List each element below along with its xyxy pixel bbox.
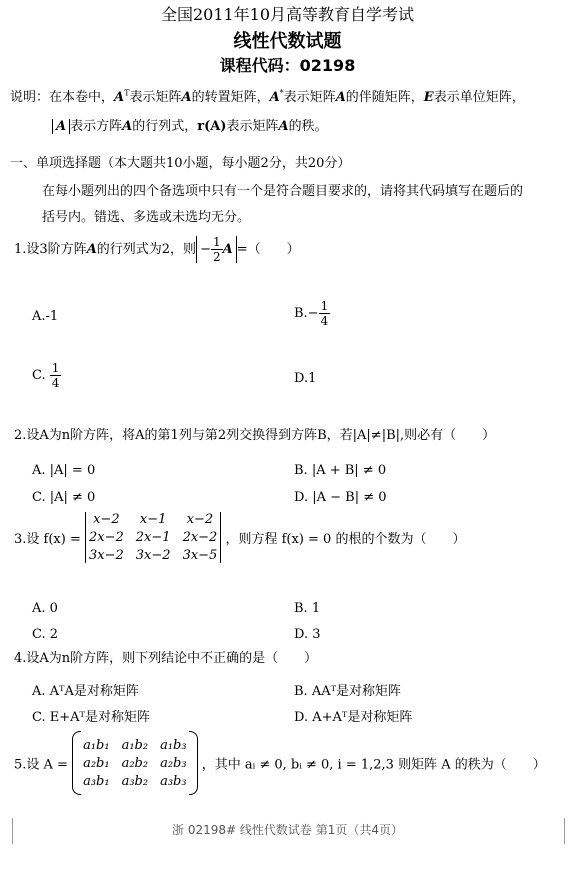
q3-option-a: A. 0	[32, 601, 58, 616]
instruction-line-2: 括号内。错选、多选或未选均无分。	[42, 210, 251, 225]
question-2: 2.设A为n阶方阵，将A的第1列与第2列交换得到方阵B，若|A|≠|B|,则必有（ ）	[14, 428, 496, 443]
page-footer: 浙 02198# 线性代数试卷 第1页（共4页）	[172, 823, 403, 837]
matrix-cell: 2x−1	[135, 530, 171, 545]
q3-option-c: C. 2	[32, 627, 59, 642]
matrix-cell: a₂b₂	[121, 755, 149, 771]
matrix-cell: 2x−2	[182, 530, 218, 545]
matrix-cell: x−1	[139, 512, 167, 527]
matrix-cell: a₂b₃	[160, 755, 187, 771]
q2-option-d: D. |A − B| ≠ 0	[294, 490, 387, 505]
matrix-cell: 3x−2	[135, 548, 171, 563]
note-line-2: A 表示方阵A的行列式，r(A)表示矩阵A的秩。	[52, 115, 328, 134]
matrix-cell: x−2	[93, 512, 120, 527]
matrix-cell: 3x−5	[182, 548, 218, 563]
q2-option-a: A. |A| = 0	[32, 463, 96, 478]
matrix-cell: 3x−2	[89, 548, 124, 563]
q4-option-b: B. AAᵀ是对称矩阵	[294, 684, 402, 699]
matrix-cell: a₃b₂	[121, 773, 149, 789]
matrix-cell: a₃b₁	[83, 773, 110, 789]
course-code: 课程代码：02198	[219, 56, 356, 75]
q1-option-b: B.− $\frac{1}{4}$	[294, 299, 329, 328]
q4-option-a: A. AᵀA是对称矩阵	[32, 684, 139, 699]
q3-option-d: D. 3	[294, 627, 321, 642]
q4-option-d: D. A+Aᵀ是对称矩阵	[294, 710, 413, 725]
question-3: 3.设 f(x) = x−2 x−1 x−2 2x−2 2x−1 2x−2 3x−2 3x−2 3x−5 ，则方程 f(x) = 0 的根的个数为（ ）	[14, 512, 466, 563]
q2-option-b: B. |A + B| ≠ 0	[294, 463, 387, 478]
question-4: 4.设A为n阶方阵，则下列结论中不正确的是（ ）	[14, 651, 318, 666]
q3-option-b: B. 1	[294, 601, 321, 616]
note-line-1: 说明：在本卷中，$A^T$表示矩阵A的转置矩阵，A*表示矩阵A的伴随矩阵，E表示单位矩阵，	[10, 88, 525, 105]
matrix-cell: a₂b₁	[83, 755, 110, 771]
q2-option-c: C. |A| ≠ 0	[32, 490, 96, 505]
section-heading: 一、单项选择题（本大题共10小题，每小题2分，共20分）	[10, 156, 351, 171]
q1-option-d: D.1	[294, 371, 317, 386]
q1-option-c: C. $\frac{1}{4}$	[32, 361, 60, 390]
matrix-cell: a₃b₃	[160, 773, 187, 789]
subject-title: 线性代数试题	[233, 31, 342, 52]
question-1: 1.设3阶方阵A的行列式为2，则 − $\frac{1}{2}$ A =（ ）	[14, 235, 300, 264]
matrix-cell: a₁b₃	[160, 737, 187, 753]
q4-option-c: C. E+Aᵀ是对称矩阵	[32, 710, 150, 725]
matrix-cell: 2x−2	[89, 530, 124, 545]
instruction-line-1: 在每小题列出的四个备选项中只有一个是符合题目要求的，请将其代码填写在题后的	[42, 184, 524, 199]
matrix-cell: x−2	[186, 512, 214, 527]
q3-determinant	[85, 512, 221, 563]
matrix-cell: a₁b₁	[83, 737, 110, 753]
question-5: 5.设 A = a₁b₁ a₁b₂ a₁b₃ a₂b₁ a₂b₂ a₂b₃ a₃b₁ a₃b₂ a₃b₃ ，其中 aᵢ ≠ 0, bᵢ ≠ 0, i = 1,2,3 则矩阵 A 的秩为（ ）	[14, 731, 546, 795]
q1-option-a: A.-1	[32, 309, 59, 324]
exam-title: 全国2011年10月高等教育自学考试	[160, 5, 415, 24]
matrix-cell: a₁b₂	[121, 737, 149, 753]
